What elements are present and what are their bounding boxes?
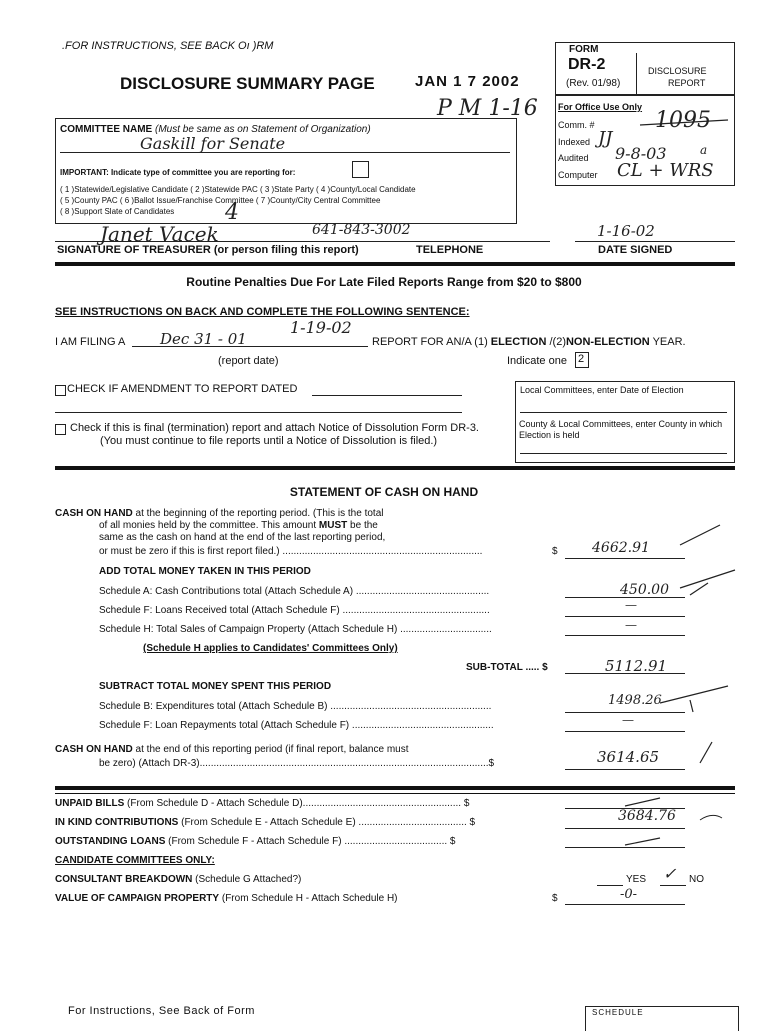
report-date-value: Dec 31 - 01 bbox=[160, 330, 247, 348]
coh-end-value: 3614.65 bbox=[597, 748, 660, 766]
audited-value: 9-8-03 bbox=[615, 144, 667, 163]
form-label: FORM bbox=[569, 44, 599, 55]
comm-label: Comm. # bbox=[558, 120, 595, 130]
computer-label: Computer bbox=[558, 170, 598, 180]
office-use-title: For Office Use Only bbox=[558, 102, 643, 112]
suffix-c: YEAR. bbox=[649, 336, 686, 348]
office-use-underline-mark bbox=[640, 120, 728, 125]
outstanding-desc: (From Schedule F - Attach Schedule F) ..................................... $ bbox=[165, 836, 456, 847]
inkind-value: 3684.76 bbox=[618, 808, 676, 824]
schedule-f2-value: — bbox=[622, 713, 634, 727]
date-signed-label: DATE SIGNED bbox=[598, 244, 673, 256]
form-rev: (Rev. 01/98) bbox=[566, 78, 621, 89]
report-date-label: (report date) bbox=[218, 355, 279, 367]
final-report-label: Check if this is final (termination) report and attach Notice of Dissolution Form DR-3. bbox=[70, 422, 479, 434]
consultant-desc: (Schedule G Attached?) bbox=[192, 874, 302, 885]
suffix-b: /(2) bbox=[546, 336, 566, 348]
audited-label: Audited bbox=[558, 153, 589, 163]
coh-desc4: or must be zero if this is first report filed.) ........................................................................ bbox=[99, 546, 483, 557]
coh-must: MUST bbox=[318, 520, 348, 531]
property-value: -0- bbox=[620, 887, 638, 902]
property-desc: (From Schedule H - Attach Schedule H) bbox=[219, 893, 398, 904]
committee-important: IMPORTANT: Indicate type of committee you are reporting for: bbox=[60, 168, 296, 177]
committee-label: COMMITTEE NAME bbox=[60, 124, 153, 135]
top-instruction: .FOR INSTRUCTIONS, SEE BACK Oı )RM bbox=[62, 40, 274, 52]
yes-label: YES bbox=[626, 874, 647, 885]
county-label: County & Local Committees, enter County in which Election is held bbox=[519, 419, 723, 440]
suffix-nonelection: NON-ELECTION bbox=[565, 336, 650, 348]
candidate-only: CANDIDATE COMMITTEES ONLY: bbox=[55, 855, 215, 866]
property-dollar: $ bbox=[552, 893, 558, 904]
consultant-label: CONSULTANT BREAKDOWN bbox=[55, 874, 193, 885]
coh-checkmark bbox=[680, 525, 720, 545]
coh-end-label: CASH ON HAND bbox=[55, 744, 133, 755]
inkind-desc: (From Schedule E - Attach Schedule E) ....................................... $ bbox=[178, 817, 476, 828]
audited-extra: a bbox=[700, 143, 708, 157]
coh-value: 4662.91 bbox=[592, 540, 650, 556]
coh-desc3: same as the cash on hand at the end of the last reporting period, bbox=[99, 532, 386, 543]
outstanding-label: OUTSTANDING LOANS bbox=[55, 836, 166, 847]
committee-types-line3: ( 8 )Support Slate of Candidates bbox=[60, 207, 175, 216]
report-date2-value: 1-19-02 bbox=[290, 318, 352, 337]
inkind-extra-mark bbox=[700, 815, 722, 820]
form-type-line2: REPORT bbox=[668, 78, 706, 88]
comm-value: 1095 bbox=[655, 108, 711, 133]
amendment-label: CHECK IF AMENDMENT TO REPORT DATED bbox=[67, 383, 298, 395]
committee-types-line2: ( 5 )County PAC ( 6 )Ballot Issue/Franchise Committee ( 7 )County/City Central Committee bbox=[60, 196, 381, 205]
telephone-value: 641-843-3002 bbox=[312, 222, 411, 238]
indexed-label: Indexed bbox=[558, 137, 591, 147]
schedule-h-value: — bbox=[625, 618, 637, 632]
final-report-note: (You must continue to file reports until a Notice of Dissolution is filed.) bbox=[100, 435, 438, 447]
schedule-a-checkmark bbox=[680, 570, 735, 595]
computer-value: CL + WRS bbox=[617, 160, 714, 181]
schedule-b-label: Schedule B: Expenditures total (Attach Schedule B) .......................................................... bbox=[99, 701, 492, 712]
coh-desc2b: be the bbox=[347, 520, 378, 531]
coh-dollar: $ bbox=[552, 546, 558, 557]
schedule-h-label: Schedule H: Total Sales of Campaign Property (Attach Schedule H) ................................. bbox=[99, 624, 492, 635]
committee-name-value: Gaskill for Senate bbox=[140, 134, 286, 153]
indexed-value: JJ bbox=[598, 128, 613, 149]
indicate-one-label: Indicate one bbox=[507, 355, 567, 367]
schedule-a-label: Schedule A: Cash Contributions total (Attach Schedule A) ................................................ bbox=[99, 586, 490, 597]
inkind-label: IN KIND CONTRIBUTIONS bbox=[55, 817, 179, 828]
statement-title: STATEMENT OF CASH ON HAND bbox=[289, 485, 479, 499]
schedule-a-value: 450.00 bbox=[620, 582, 669, 598]
local-election-label: Local Committees, enter Date of Election bbox=[520, 385, 684, 395]
filing-instructions: SEE INSTRUCTIONS ON BACK AND COMPLETE THE FOLLOWING SENTENCE: bbox=[55, 306, 470, 318]
form-type-line1: DISCLOSURE bbox=[648, 66, 707, 76]
schedule-b-checkmark bbox=[660, 686, 728, 712]
received-stamp-time: P M 1-16 bbox=[437, 96, 538, 121]
schedule-f-label: Schedule F: Loans Received total (Attach Schedule F) ..................................................... bbox=[99, 605, 490, 616]
committee-types-line1: ( 1 )Statewide/Legislative Candidate ( 2 )Statewide PAC ( 3 )State Party ( 4 )County/Local Candidate bbox=[60, 185, 416, 194]
signature-label: SIGNATURE OF TREASURER (or person filing this report) bbox=[57, 244, 359, 256]
property-label: VALUE OF CAMPAIGN PROPERTY bbox=[55, 893, 220, 904]
subtract-title: SUBTRACT TOTAL MONEY SPENT THIS PERIOD bbox=[99, 681, 332, 692]
date-signed-value: 1-16-02 bbox=[597, 222, 655, 240]
coh-desc1: at the beginning of the reporting period. (This is the total bbox=[132, 508, 384, 519]
page-title: DISCLOSURE SUMMARY PAGE bbox=[120, 74, 375, 93]
subtotal-value: 5112.91 bbox=[605, 657, 668, 675]
coh-end-desc1: at the end of this reporting period (if final report, balance must bbox=[132, 744, 409, 755]
suffix-a: REPORT FOR AN/A (1) bbox=[372, 336, 491, 348]
schedule-b-value: 1498.26 bbox=[608, 693, 662, 708]
add-title: ADD TOTAL MONEY TAKEN IN THIS PERIOD bbox=[99, 566, 311, 577]
outstanding-dash-mark bbox=[625, 838, 660, 845]
committee-note: (Must be same as on Statement of Organization) bbox=[155, 124, 371, 135]
unpaid-dash-mark bbox=[625, 798, 660, 806]
received-stamp-date: JAN 1 7 2002 bbox=[415, 73, 520, 90]
no-label: NO bbox=[689, 874, 704, 885]
form-number: DR-2 bbox=[568, 56, 606, 73]
schedule-f2-label: Schedule F: Loan Repayments total (Attach Schedule F) ................................................... bbox=[99, 720, 494, 731]
unpaid-label: UNPAID BILLS bbox=[55, 798, 125, 809]
telephone-label: TELEPHONE bbox=[416, 244, 484, 256]
footer-box-label: SCHEDULE bbox=[592, 1008, 644, 1017]
signature-value: Janet Vacek bbox=[100, 222, 219, 246]
schedule-h-note: (Schedule H applies to Candidates' Committees Only) bbox=[143, 643, 398, 654]
committee-type-mark: 4 bbox=[225, 200, 239, 225]
coh-end-checkmark bbox=[700, 742, 712, 763]
coh-end-desc2: be zero) (Attach DR-3)........................................................................................................$ bbox=[99, 758, 495, 769]
coh-desc2: of all monies held by the committee. This amount bbox=[99, 520, 319, 531]
suffix-election: ELECTION bbox=[490, 336, 547, 348]
unpaid-desc: (From Schedule D - Attach Schedule D)......................................................... $ bbox=[124, 798, 470, 809]
footer-instructions: For Instructions, See Back of Form bbox=[68, 1005, 255, 1017]
penalties-notice: Routine Penalties Due For Late Filed Reports Range from $20 to $800 bbox=[186, 275, 582, 289]
filing-prefix: I AM FILING A bbox=[55, 336, 126, 348]
subtotal-label: SUB-TOTAL ..... $ bbox=[466, 662, 548, 673]
schedule-f-value: — bbox=[625, 598, 637, 612]
coh-label: CASH ON HAND bbox=[55, 508, 133, 519]
indicate-one-value: 2 bbox=[578, 353, 585, 365]
no-checkmark: ✓ bbox=[663, 864, 677, 883]
